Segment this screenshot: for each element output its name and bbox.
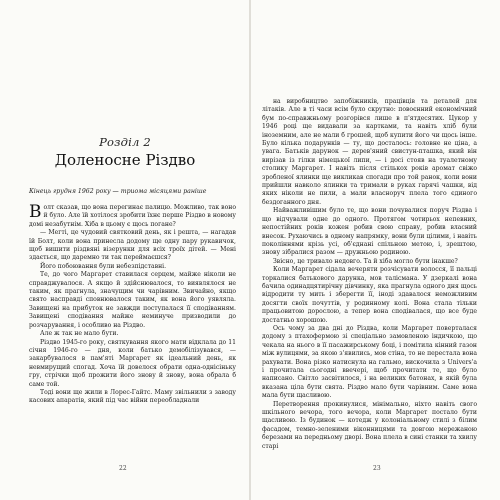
paragraph: Звісно, це тривало недовго. Та й хіба могло бути інакше?: [273, 257, 458, 265]
drop-cap: В: [29, 202, 42, 222]
epigraph: Кінець грудня 1962 року — триома місяцями раніше: [29, 188, 207, 195]
paragraph: Різдво 1945-го року, святкування якого мати відклала до 11 січня 1946-го — дня, коли батько демобілізувався, — закарбувалося в пам'яті Маргарет як ідеальний день, як невмирущий спогад. Хоча їй довелося обрати одна-однісіньку гру, стрічки щоб прожити його знову й знову, вона обрала б саме той.: [29, 338, 236, 388]
page-number-left: 22: [119, 465, 127, 472]
paragraph: Найважливішим було те, що вони почувалися поруч Різдва і що відчували одне до одного. Протягом чотирьох непевних, непостійних років кожен робив свою справу, робив власний внесок. Рухаючись в одному напрямку, вони були цілими, і навіть поколіннями крізь усі, об'єднані спільною метою, і, зрештою, знову зібралися разом — дружньою родиною.: [262, 207, 477, 257]
paragraph: Волт сказав, що вона перегинає палицю. Можливо, так воно й було. Але їй хотілося зробити їхнє перше Різдво в новому домі незабутнім. Хіба в цьому є щось погане?: [29, 202, 236, 228]
paragraph: Його побоювання були небезпідставні.: [40, 262, 167, 270]
paragraph: Ось чому за два дні до Різдва, коли Маргарет поверталася додому з птахофермою зі спеціально замовленою індичкою, що чекала на нього в її пасажирському боці, і помітила кінний газон між вулицями, за якою з'явились, мов стіна, то не перестала вона рахувати. Вона різко натиснула на гальмо, вискочила з Univers'a i прочитала сьогодні ввечері, щоб прочитати те, що було написано. Світло засвітилося, і на великих батонах, в якій була вказана ціла бути свята. Різдво мало бути чарівним. Саме вона мала бути щасливою.: [262, 324, 477, 400]
chapter-title: Доленосне Різдво: [54, 151, 196, 169]
paragraph: — Мегті, це чудовий святковий день, як і решта, — нагадав їй Болт, коли вона принесла додому ще одну пару рукавичок, щоб вишити різдвяні візерунки для всіх троїх дітей. — Мені здається, що даремно ти так переймаєшся?: [29, 229, 236, 262]
page-number-right: 23: [373, 465, 381, 472]
paragraph: Тоді вони ще жили в Лорес-Гайтс. Маму звільнили з заводу касових апаратів, який під час війни переобладнали: [29, 388, 236, 405]
chapter-label: Розділ 2: [99, 135, 151, 149]
paragraph: на виробництво запобіжників, працівців та деталей для літаків. Але в ті часи всім було скрутно: повоєнний економічний бум по-справжньому розгорівся лише в п'ятдесятих. Цукор у 1946 році ще видавали за картками, та навіть хліб були іноземним, але не мали б грошей, щоб купити його чи щось інше. Було кілька подарунків — ту, що досталось: головне не ціна, а увага. Батьків дарунок — дерев'яний свистун-пташка, який він вирізав із гілки німецької липи, — і досі стояв на туалетному столику Маргарет. І навіть після стількох років аромат свіжо зробленої ялинки ще викликав спогади про той ранок, коли вони прийшли навколо ялинки та тримали в руках гарячі чашки, від яких ніколи не пили, а мали власноруч плела того єдиного бездоганного дня.: [262, 98, 477, 206]
paragraph: Коли Маргарет сідала вечеряти розчісувати волосся, її пальці торкалися батькового дарунка, мов талісмана. У дзеркалі вона бачила одинадцятирічну дівчинку, яка прагнула одного дня щось відродити ту мить і зберегти її, іноді здавалося неможливим досягти своїх почуттів, у родинному колі. Вона стала тільки працьовитою дорослою, а тепер вона сподівалася, що все буде достатньо хорошою.: [262, 266, 477, 324]
paragraph: Але ж так не мало бути.: [40, 330, 119, 338]
right-page-body: [262, 98, 477, 451]
left-page-body: [29, 204, 236, 406]
paragraph: Перетворення прокинулися, мінімально, ніхто навіть свого шкільного вечора, того вечора, коли Маргарет постало бути щасливою. Із будинок — котедж у колоніальному стилі з білим фасадом, темно-зеленими віконницями та довгою мережаною березами на передньому дворі. Вона плела в сині станки та хвилу старі: [262, 400, 477, 450]
paragraph: Те, до чого Маргарет ставилася серцем, майже ніколи не справджувалося. А якщо й здійснювалося, то виявлялося не таким, як прагнула, значущим чи чарівним. Звичайно, якщо свято насправді сповнювалося таким, як вона його уявляла. Завищені на прибуток не завжди поступалася її сподіванням. Завищені сподівання майже неминуче призводили до розчарування, і особливо на Різдво.: [29, 271, 236, 329]
